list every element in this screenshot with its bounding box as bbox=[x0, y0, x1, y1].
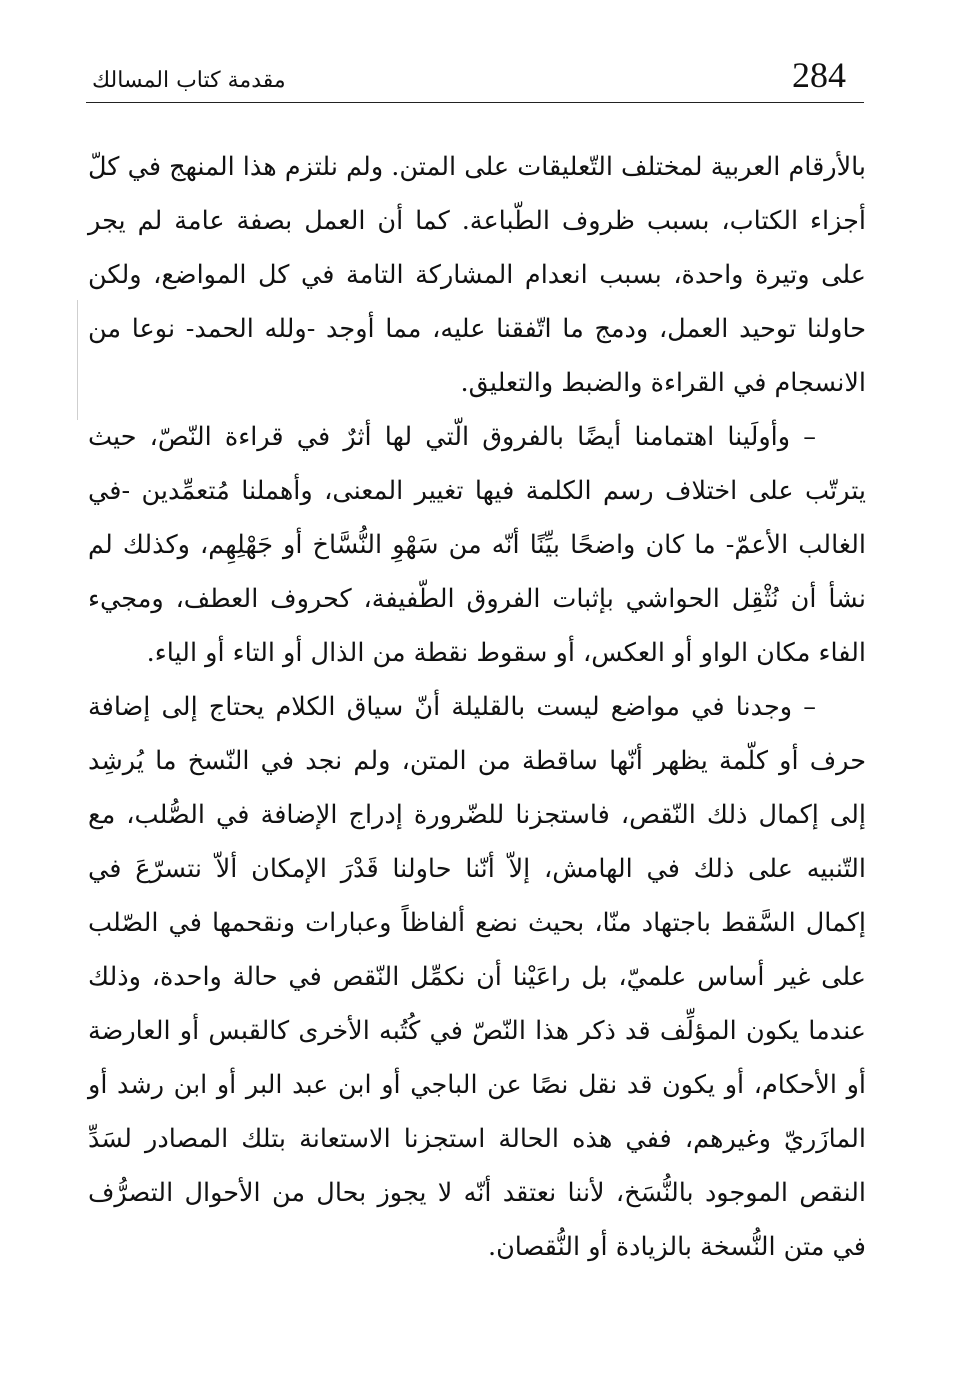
running-title: مقدمة كتاب المسالك bbox=[92, 68, 286, 93]
page-header bbox=[86, 52, 864, 103]
page-body bbox=[88, 140, 866, 1274]
paragraph-2: – وأولَينا اهتمامنا أيضًا بالفروق الّتي لها أثرٌ في قراءة النّصّ، حيث يترتّب على اختلاف رسم الكلمة فيها تغيير المعنى، وأهملنا مُتعمِّدين -في الغالب الأعمّ- ما كان واضحًا بيِّنًا أنّه من سَهْوِ النُّسَّاخ أو جَهْلِهِم، وكذلك لم نشأ أن نُثْقِل الحواشي بإثبات الفروق الطّفيفة، كحروف العطف، ومجيء الفاء مكان الواو أو العكس، أو سقوط نقطة من الذال أو التاء أو الياء. bbox=[88, 422, 866, 668]
page-number: 284 bbox=[792, 55, 846, 95]
margin-line bbox=[77, 300, 78, 420]
paragraph-1: بالأرقام العربية لمختلف التّعليقات على المتن. ولم نلتزم هذا المنهج في كلّ أجزاء الكتاب، بسبب ظروف الطّباعة. كما أن العمل بصفة عامة لم يجر على وتيرة واحدة، بسبب انعدام المشاركة التامة في كل المواضع، ولكن حاولنا توحيد العمل، ودمج ما اتّفقنا عليه، مما أوجد -ولله الحمد- نوعا من الانسجام في القراءة والضبط والتعليق. bbox=[88, 152, 866, 398]
paragraph-3: – وجدنا في مواضع ليست بالقليلة أنّ سياق الكلام يحتاج إلى إضافة حرف أو كلّمة يظهر أنّها ساقطة من المتن، ولم نجد في النّسخ ما يُرشِد إلى إكمال ذلك النّقص، فاستجزنا للضّرورة إدراج الإضافة في الصُّلب، مع التّنبيه على ذلك في الهامش، إلاّ أنّنا حاولنا قَدْرَ الإمكان ألاّ نتسرّعَ في إكمال السَّقط باجتهاد منّا، بحيث نضع ألفاظاً وعبارات ونقحمها في الصّلب على غير أساس علميّ، بل راعَيْنا أن نكمِّل النّقص في حالة واحدة، وذلك عندما يكون المؤلِّف قد ذكر هذا النّصّ في كُتُبه الأخرى كالقبس أو العارضة أو الأحكام، أو يكون قد نقل نصًا عن الباجي أو ابن عبد البر أو ابن رشد أو المازَريّ وغيرهم، ففي هذه الحالة استجزنا الاستعانة بتلك المصادر لسَدِّ النقص الموجود بالنُّسَخ، لأننا نعتقد أنّه لا يجوز بحال من الأحوال التصرُّف في متن النُّسخة بالزيادة أو النُّقصان. bbox=[88, 692, 866, 1262]
